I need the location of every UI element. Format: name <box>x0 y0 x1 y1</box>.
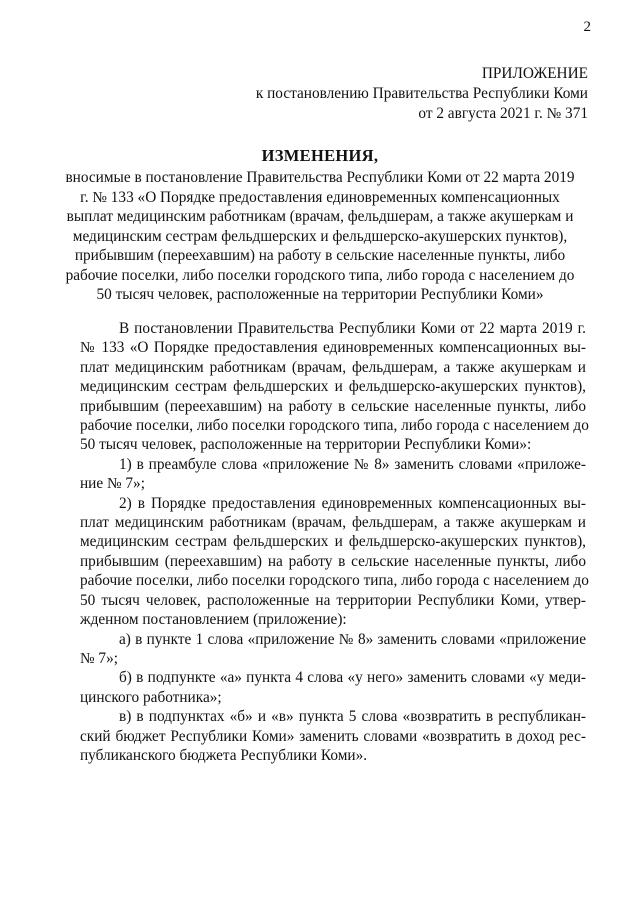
text-line: публиканского бюджета Республики Коми». <box>80 746 368 764</box>
subtitle-line: рабочие поселки, либо поселки городского типа, либо города с населением до <box>65 266 575 284</box>
text-line: медицинским сестрам фельдшерских и фельдшерско-акушерских пунктов), <box>80 378 586 396</box>
item-2c-paragraph <box>80 707 586 765</box>
intro-paragraph <box>80 319 589 455</box>
subtitle-line: прибывшим (переехавшим) на работу в сельские населенные пункты, либо <box>74 247 566 264</box>
text-line: № 7»; <box>80 649 118 667</box>
subtitle-line: г. № 133 «О Порядке предоставления единовременных компенсационных <box>80 188 560 206</box>
subtitle-line: 50 тысяч человек, расположенные на территории Республики Коми» <box>96 286 544 303</box>
text-line: В постановлении Правительства Республики Коми от 22 марта 2019 г. <box>119 320 586 337</box>
appendix-title: ПРИЛОЖЕНИЕ <box>481 65 588 82</box>
document-heading: ИЗМЕНЕНИЯ, <box>261 146 379 165</box>
text-line: № 133 «О Порядке предоставления единовременных компенсационных вы- <box>80 339 586 357</box>
item-1-paragraph <box>80 455 586 494</box>
item-2a-paragraph <box>80 630 586 669</box>
appendix-resolution-ref: к постановлению Правительства Республики Коми <box>255 85 588 102</box>
text-line: в) в подпунктах «б» и «в» пункта 5 слова «возвратить в республикан- <box>119 708 586 726</box>
document-body <box>80 319 589 765</box>
item-2-paragraph <box>80 494 589 630</box>
page-number: 2 <box>583 19 591 35</box>
text-line: 50 тысяч человек, расположенные на территории Республики Коми, утвер- <box>80 591 586 609</box>
text-line: 2) в Порядке предоставления единовременных компенсационных вы- <box>119 494 586 512</box>
text-line: 50 тысяч человек, расположенные на территории Республики Коми»: <box>80 436 532 454</box>
text-line: а) в пункте 1 слова «приложение № 8» заменить словами «приложение <box>119 630 586 648</box>
text-line: рабочие поселки, либо поселки городского типа, либо города с населением до <box>80 417 589 435</box>
appendix-date-number: от 2 августа 2021 г. № 371 <box>418 105 588 122</box>
text-line: плат медицинским работникам (врачам, фельдшерам, а также акушеркам и <box>80 358 586 376</box>
appendix-block <box>256 64 588 124</box>
text-line: ние № 7»; <box>80 475 145 493</box>
text-line: 1) в преамбуле слова «приложение № 8» заменить словами «приложе- <box>119 455 586 473</box>
item-2b-paragraph <box>80 668 586 707</box>
text-line: плат медицинским работникам (врачам, фельдшерам, а также акушеркам и <box>80 514 586 532</box>
text-line: жденном постановлением (приложение): <box>80 611 347 629</box>
text-line: прибывшим (переехавшим) на работу в сельские населенные пункты, либо <box>80 552 586 570</box>
text-line: цинского работника»; <box>80 688 222 706</box>
text-line: рабочие поселки, либо поселки городского типа, либо города с населением до <box>80 572 589 590</box>
text-line: прибывшим (переехавшим) на работу в сельские населенные пункты, либо <box>80 397 586 415</box>
document-subtitle <box>0 168 640 305</box>
subtitle-line: медицинским сестрам фельдшерских и фельдшерско-акушерских пунктов), <box>72 227 568 245</box>
text-line: ский бюджет Республики Коми» заменить словами «возвратить в доход рес- <box>80 727 586 745</box>
subtitle-line: вносимые в постановление Правительства Республики Коми от 22 марта 2019 <box>65 169 575 186</box>
subtitle-line: выплат медицинским работникам (врачам, фельдшерам, а также акушеркам и <box>66 208 574 225</box>
text-line: б) в подпункте «а» пункта 4 слова «у него» заменить словами «у меди- <box>119 669 586 687</box>
text-line: медицинским сестрам фельдшерских и фельдшерско-акушерских пунктов), <box>80 533 586 551</box>
